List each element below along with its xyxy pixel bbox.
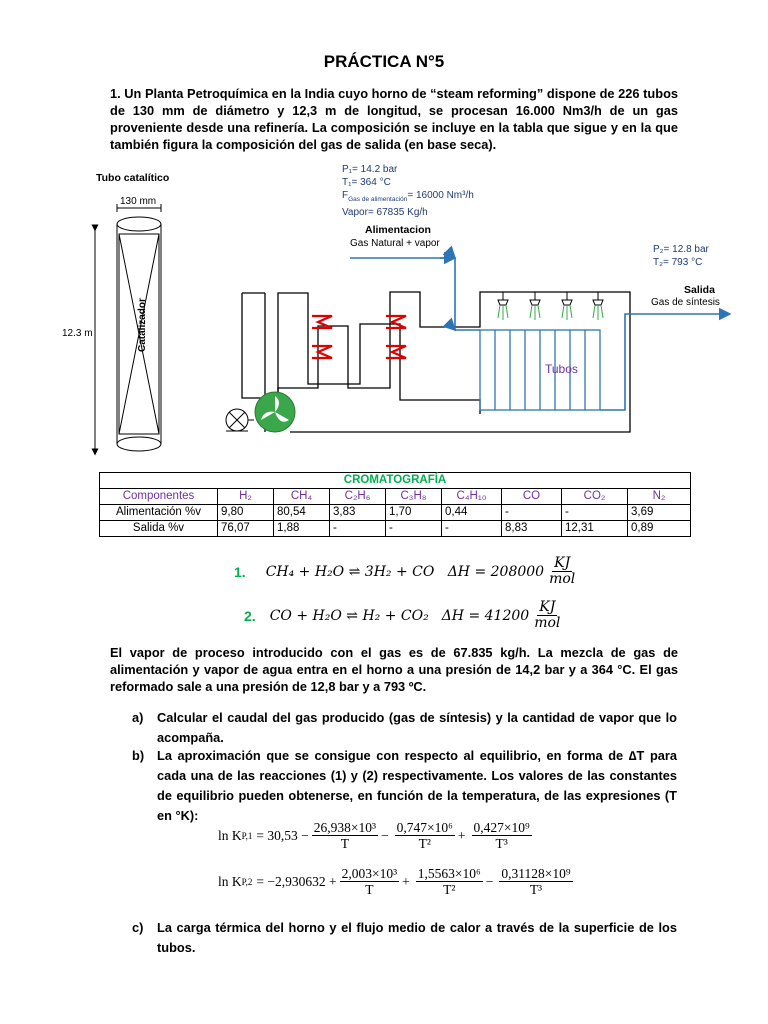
table-header: N₂ (628, 489, 691, 505)
reaction-equation: CO + H₂O ⇌ H₂ + CO₂ (269, 607, 429, 624)
table-cell: 80,54 (274, 505, 330, 521)
table-cell: 0,44 (442, 505, 502, 521)
formula-operator: + (457, 827, 466, 843)
enthalpy-unit-num: KJ (539, 599, 556, 615)
feed-subtitle: Gas Natural + vapor (350, 238, 440, 249)
item-text-c: La carga térmica del horno y el flujo medio de calor a través de la superficie de los tubos. (157, 920, 677, 955)
convection-coils (312, 316, 406, 358)
table-header: CH₄ (274, 489, 330, 505)
table-cell: - (502, 505, 562, 521)
feed-flow-line (350, 258, 480, 330)
formula-operator: − (485, 873, 494, 889)
outlet-pressure: P₂= 12.8 bar (653, 244, 709, 255)
table-header: Componentes (100, 489, 218, 505)
process-paragraph: El vapor de proceso introducido con el gas es de 67.835 kg/h. La mezcla de gas de alimentación y vapor de agua entra en el horno a una presión de 14,2 bar y a 364 °C. El gas reformado sale a una presión de 12,8 bar y a 793 ºC. (110, 645, 678, 694)
item-text-b: La aproximación que se consigue con respecto al equilibrio, en forma de ∆T para cada una de las reacciones (1) y (2) respectivamente. Los valores de las constantes de equilibrio pueden obtenerse, en función de la temperatura, de las expresiones (T en °K): (157, 748, 677, 823)
tube-diameter-label: 130 mm (120, 196, 157, 207)
formula-term-num: 0,31128×10⁹ (501, 866, 571, 881)
table-cell: Alimentación %v (100, 505, 218, 521)
formula-lhs: ln K (218, 827, 242, 843)
table-header: CO₂ (562, 489, 628, 505)
formula-term-den: T² (443, 882, 456, 897)
enthalpy-unit-den: mol (534, 615, 561, 631)
inlet-conditions (342, 163, 474, 219)
formula-term-den: T (365, 882, 374, 897)
table-cell: 76,07 (218, 521, 274, 537)
formula-term-num: 26,938×10³ (313, 820, 377, 835)
table-row (100, 521, 691, 537)
formula-term-den: T³ (529, 882, 543, 897)
table-title: CROMATOGRAFÍA (100, 473, 691, 489)
formula-lhs: ln K (218, 873, 242, 889)
formula-term-num: 2,003×10³ (341, 866, 398, 881)
table-header-row (100, 489, 691, 505)
table-cell: 8,83 (502, 521, 562, 537)
enthalpy-unit-den: mol (549, 571, 576, 587)
formula-operator: + (402, 873, 410, 889)
formula-kp1 (218, 820, 532, 851)
tubes-label: Tubos (545, 362, 578, 376)
formula-constant: = 30,53 − (256, 827, 309, 843)
feed-flow-symbol: F (342, 190, 349, 201)
table-cell: - (442, 521, 502, 537)
formula-term-den: T³ (495, 836, 508, 851)
formula-kp2 (218, 866, 573, 897)
outlet-temperature: T₂= 793 °C (653, 257, 703, 268)
blower-fan (226, 392, 295, 432)
catalyst-label: Catalizador (137, 298, 148, 352)
outlet-title: Salida (684, 284, 715, 296)
item-label-a: a) (132, 710, 144, 725)
table-cell: 12,31 (562, 521, 628, 537)
formula-term-den: T² (418, 836, 431, 851)
enthalpy-unit-num: KJ (554, 555, 571, 571)
reaction-1 (234, 556, 577, 587)
formula-term-num: 1,5563×10⁶ (417, 866, 481, 881)
table-cell: Salida %v (100, 521, 218, 537)
inlet-pressure: P₁= 14.2 bar (342, 164, 398, 175)
table-cell: - (386, 521, 442, 537)
tube-title: Tubo catalítico (96, 172, 170, 184)
tube-length-label: 12.3 m (62, 328, 93, 339)
formula-sub: P,2 (241, 876, 253, 887)
reaction-enthalpy: ΔH = 208000 (447, 563, 545, 580)
reaction-number: 1. (234, 563, 246, 580)
reaction-number: 2. (244, 607, 256, 624)
steam-flow: Vapor= 67835 Kg/h (342, 207, 428, 218)
feed-flow-value: = 16000 Nm³/h (407, 190, 474, 201)
table-cell: 0,89 (628, 521, 691, 537)
table-cell: 1,88 (274, 521, 330, 537)
table-cell: 3,69 (628, 505, 691, 521)
formula-term-den: T (340, 836, 350, 851)
outlet-subtitle: Gas de síntesis (651, 297, 720, 308)
page-title: PRÁCTICA N°5 (323, 52, 445, 71)
intro-paragraph: 1. Un Planta Petroquímica en la India cuyo horno de “steam reforming” dispone de 226 tubos de 130 mm de diámetro y 12,3 m de longitud, se procesan 16.000 Nm3/h de un gas proveniente desde una refinería. La composición se incluye en la tabla que sigue y en la que también figura la composición del gas de salida (en base seca). (110, 86, 678, 152)
table-cell: - (562, 505, 628, 521)
feed-flow (342, 189, 474, 206)
catalytic-tube (95, 204, 161, 452)
reaction-equation: CH₄ + H₂O ⇌ 3H₂ + CO (265, 563, 435, 580)
outlet-conditions (653, 243, 709, 269)
outlet-flow-line (600, 314, 730, 410)
formula-sub: P,1 (241, 830, 253, 841)
item-label-c: c) (132, 920, 144, 935)
formula-operator: − (381, 827, 389, 843)
item-text-a: Calcular el caudal del gas producido (gas de síntesis) y la cantidad de vapor que lo acompaña. (157, 710, 677, 745)
table-header: C₃H₈ (386, 489, 442, 505)
table-header: C₄H₁₀ (442, 489, 502, 505)
chromatography-table (99, 472, 691, 537)
table-header: H₂ (218, 489, 274, 505)
tubes-block (480, 330, 600, 410)
formula-term-num: 0,747×10⁶ (396, 820, 453, 835)
table-cell: 1,70 (386, 505, 442, 521)
table-cell: 3,83 (330, 505, 386, 521)
table-cell: 9,80 (218, 505, 274, 521)
feed-flow-subscript: Gas de alimentación (348, 196, 408, 203)
reaction-enthalpy: ΔH = 41200 (441, 607, 530, 624)
item-label-b: b) (132, 748, 145, 763)
inlet-temperature: T₁= 364 °C (342, 177, 391, 188)
formula-constant: = −2,930632 + (256, 873, 337, 889)
table-header: C₂H₆ (330, 489, 386, 505)
table-header: CO (502, 489, 562, 505)
burners (498, 292, 603, 305)
formula-term-num: 0,427×10⁹ (473, 820, 530, 835)
table-row (100, 505, 691, 521)
flames (498, 305, 603, 320)
table-cell: - (330, 521, 386, 537)
feed-title: Alimentacion (365, 224, 431, 236)
reaction-2 (244, 600, 562, 631)
